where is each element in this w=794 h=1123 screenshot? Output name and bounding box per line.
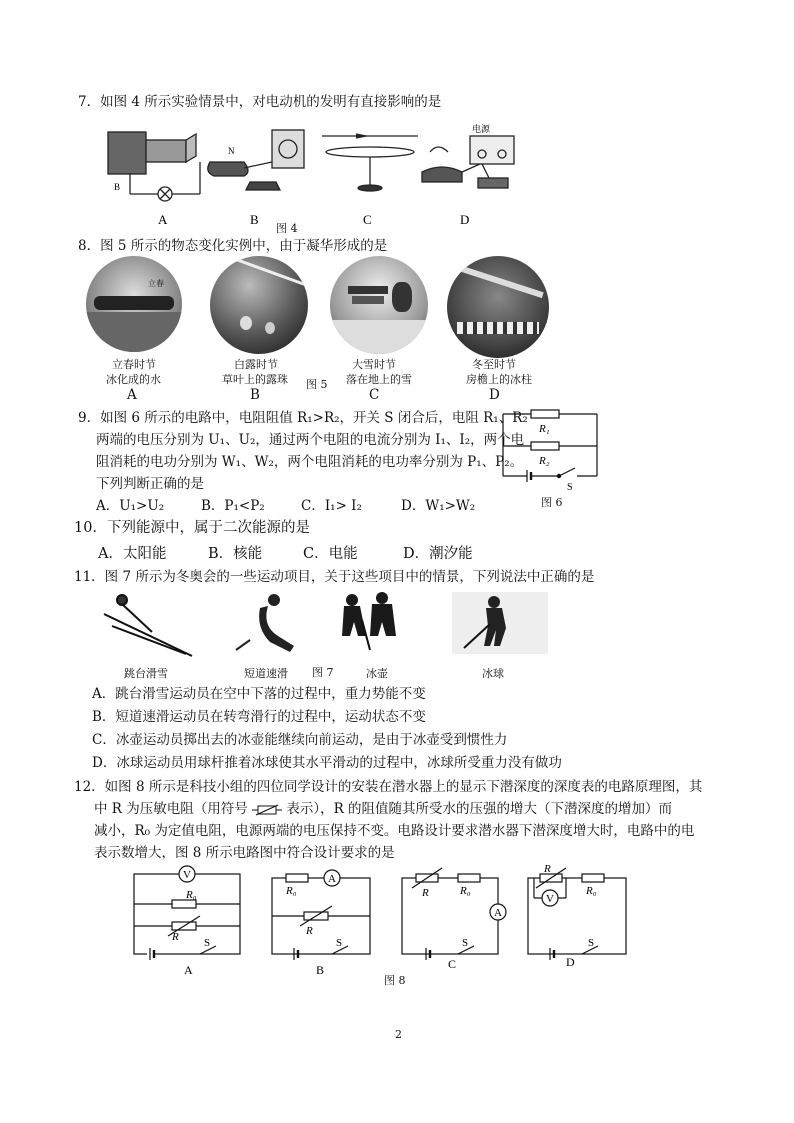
q12-line2-part2: 表示），R 的阻值随其所受水的压强的增大（下潜深度的增加）而 xyxy=(286,801,673,817)
q8-stem: 8．图 5 所示的物态变化实例中，由于凝华形成的是 xyxy=(78,238,388,254)
q11-option-b: B．短道速滑运动员在转弯滑行的过程中，运动状态不变 xyxy=(92,709,426,725)
q12-line2-part1: 中 R 为压敏电阻（用符号 xyxy=(94,801,248,817)
figure-4-d-power-label: 电源 xyxy=(472,124,491,134)
figure-4-letter-a: A xyxy=(158,212,168,227)
q9-option-a: A．U₁>U₂ xyxy=(96,498,165,514)
q9-option-d: D．W₁>W₂ xyxy=(401,498,476,514)
figure-8-circuits xyxy=(120,864,640,984)
photo-c-cap1: 大雪时节 xyxy=(352,358,396,371)
figure-7-sports xyxy=(100,590,560,658)
circuit-a-voltmeter: V xyxy=(183,869,191,881)
figure-6-r1: R₁ xyxy=(539,423,550,435)
photo-a-cap1: 立春时节 xyxy=(112,358,156,371)
figure-5-label: 图 5 xyxy=(306,378,328,391)
q12-line2 xyxy=(94,799,672,819)
figure-4-letter-d: D xyxy=(460,212,470,227)
figure-4-d-illustration xyxy=(422,136,514,188)
figure-6-switch: S xyxy=(567,482,573,493)
photo-b-cap2: 草叶上的露珠 xyxy=(222,373,288,386)
figure-4-b-illustration xyxy=(208,130,304,190)
figure-6-label: 图 6 xyxy=(541,496,563,509)
figure-4-b-n-label: N xyxy=(228,146,235,156)
circuit-c-r0: R₀ xyxy=(460,885,471,897)
circuit-a-r0: R₀ xyxy=(186,889,197,901)
circuit-c-letter: C xyxy=(448,957,457,971)
photo-a-cap2: 冰化成的水 xyxy=(106,373,161,386)
figure-4 xyxy=(100,122,540,237)
photo-c-cap2: 落在地上的雪 xyxy=(346,373,412,386)
figure-8-label: 图 8 xyxy=(384,974,406,987)
figure-7-caption-a: 跳台滑雪 xyxy=(124,667,168,680)
q11-option-d: D．冰球运动员用球杆推着冰球使其水平滑动的过程中，冰球所受重力没有做功 xyxy=(92,755,562,771)
ski-jumper xyxy=(104,595,192,656)
photo-a-badge: 立春 xyxy=(148,279,164,288)
circuit-d-r: R xyxy=(544,864,551,875)
figure-7-caption-b: 短道速滑 xyxy=(244,667,288,680)
circuit-c-ammeter: A xyxy=(494,907,502,919)
q9-option-b: B．P₁<P₂ xyxy=(201,498,265,514)
photo-b-letter: B xyxy=(250,387,260,403)
varistor-symbol-icon xyxy=(252,804,282,816)
q10-option-a: A．太阳能 xyxy=(98,546,167,562)
speed-skater xyxy=(236,594,294,652)
circuit-d-r0: R₀ xyxy=(586,885,597,897)
curlers xyxy=(342,592,396,650)
q10-stem: 10．下列能源中，属于二次能源的是 xyxy=(74,520,310,536)
figure-4-letter-b: B xyxy=(250,212,259,227)
circuit-a-letter: A xyxy=(184,963,193,977)
circuit-d-letter: D xyxy=(566,955,575,969)
q12-line4: 表示数增大，图 8 所示电路图中符合设计要求的是 xyxy=(94,845,395,861)
q10-option-b: B．核能 xyxy=(208,546,263,562)
figure-4-a-b-label: B xyxy=(114,182,121,192)
q10-option-d: D．潮汐能 xyxy=(403,546,473,562)
photo-thaw-water xyxy=(86,256,182,352)
circuit-b-ammeter: A xyxy=(328,873,336,885)
q10-options xyxy=(98,542,473,563)
circuit-c-s: S xyxy=(462,937,469,949)
photo-snow xyxy=(330,256,428,354)
figure-7-caption-d: 冰球 xyxy=(482,667,504,680)
figure-4-c-illustration xyxy=(322,134,418,191)
q9-options xyxy=(96,496,475,516)
page-number: 2 xyxy=(395,1028,402,1041)
q11-stem: 11．图 7 所示为冬奥会的一些运动项目，关于这些项目中的情景，下列说法中正确的是 xyxy=(74,569,595,585)
photo-d-cap1: 冬至时节 xyxy=(472,358,516,371)
figure-4-label: 图 4 xyxy=(276,222,298,235)
circuit-b-s: S xyxy=(336,937,343,949)
circuit-d-s: S xyxy=(588,937,595,949)
q11-option-a: A．跳台滑雪运动员在空中下落的过程中，重力势能不变 xyxy=(92,686,426,702)
figure-4-letter-c: C xyxy=(363,212,372,227)
circuit-d-voltmeter: V xyxy=(546,893,554,905)
q11-option-c: C．冰壶运动员掷出去的冰壶能继续向前运动，是由于冰壶受到惯性力 xyxy=(92,732,508,748)
figure-4-a-illustration xyxy=(108,132,200,201)
q12-line3: 减小，R₀ 为定值电阻，电源两端的电压保持不变。电路设计要求潜水器下潜深度增大时，电路中的电 xyxy=(94,823,695,839)
figure-7-label: 图 7 xyxy=(312,666,334,679)
circuit-b-letter: B xyxy=(316,963,325,977)
figure-7-caption-c: 冰壶 xyxy=(366,667,388,680)
q12-line1: 12．如图 8 所示是科技小组的四位同学设计的安装在潜水器上的显示下潜深度的深度表的电路原理图，其 xyxy=(74,779,703,795)
q7-stem: 7．如图 4 所示实验情景中，对电动机的发明有直接影响的是 xyxy=(78,94,442,110)
circuit-b-r: R xyxy=(306,925,313,937)
photo-d-letter: D xyxy=(489,387,500,403)
q10-option-c: C．电能 xyxy=(303,546,358,562)
circuit-b-r0: R₀ xyxy=(286,885,297,897)
photo-a-letter: A xyxy=(127,387,137,403)
q9-line2: 两端的电压分别为 U₁、U₂，通过两个电阻的电流分别为 I₁、I₂，两个电 xyxy=(96,432,525,448)
photo-c-letter: C xyxy=(369,387,380,403)
figure-6-r2: R₂ xyxy=(539,455,550,467)
q9-line3: 阻消耗的电功分别为 W₁、W₂，两个电阻消耗的电功率分别为 P₁、P₂。 xyxy=(96,454,524,470)
q9-line4: 下列判断正确的是 xyxy=(96,476,204,492)
circuit-a-s: S xyxy=(204,937,211,949)
photo-b-cap1: 白露时节 xyxy=(234,358,278,371)
q9-option-c: C．I₁> I₂ xyxy=(301,498,362,514)
q9-line1: 9．如图 6 所示的电路中，电阻阻值 R₁>R₂，开关 S 闭合后，电阻 R₁、R₂ xyxy=(78,410,528,426)
photo-d-cap2: 房檐上的冰柱 xyxy=(466,373,532,386)
circuit-c-r: R xyxy=(422,887,429,899)
photo-icicles xyxy=(447,256,549,358)
circuit-a-r: R xyxy=(172,931,179,943)
photo-dew-drops xyxy=(210,256,308,354)
